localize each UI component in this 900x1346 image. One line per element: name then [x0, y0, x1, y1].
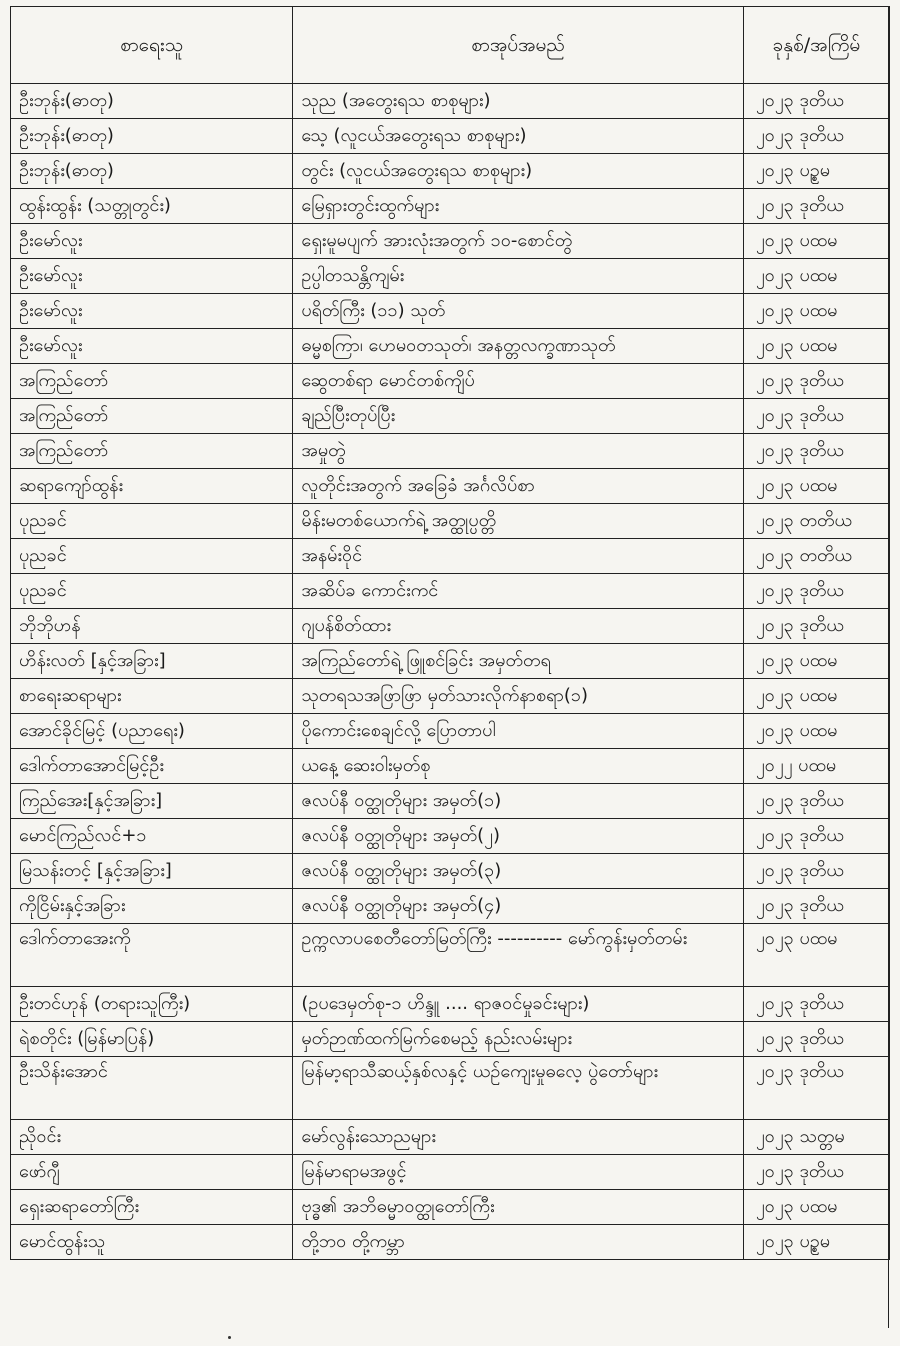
edition-cell: ၂၀၂၃ ပထမ: [743, 1190, 889, 1225]
edition-cell: ၂၀၂၃ ပထမ: [743, 679, 889, 714]
table-row: [11, 434, 890, 469]
title-cell: ဗုဒ္ဓ၏ အဘိဓမ္မာဝတ္ထုတော်ကြီး: [293, 1190, 744, 1225]
author-cell: ရဲစတိုင်း (မြန်မာပြန်): [11, 1022, 293, 1057]
author-cell: အကြည်တော်: [11, 434, 293, 469]
edition-cell: ၂၀၂၃ ပထမ: [743, 924, 889, 987]
edition-cell: ၂၀၂၃ ဒုတိယ: [743, 84, 889, 119]
author-cell: ဦးမော်လူး: [11, 259, 293, 294]
author-cell: ဦးဘုန်း(ဓာတု): [11, 84, 293, 119]
title-cell: ဆွေတစ်ရာ မောင်တစ်ကျိပ်: [293, 364, 744, 399]
title-cell: ဂျပန်စိတ်ထား: [293, 609, 744, 644]
edition-cell: ၂၀၂၃ ဒုတိယ: [743, 609, 889, 644]
table-row: [11, 224, 890, 259]
author-cell: ဦးမော်လူး: [11, 329, 293, 364]
author-cell: ကြည်အေး[နှင့်အခြား]: [11, 784, 293, 819]
title-cell: ယနေ့ ဆေးဝါးမှတ်စု: [293, 749, 744, 784]
edition-cell: ၂၀၂၃ ဒုတိယ: [743, 364, 889, 399]
table-row: [11, 924, 890, 987]
author-cell: ဦးဘုန်း(ဓာတု): [11, 119, 293, 154]
table-row: [11, 1225, 890, 1260]
edition-cell: ၂၀၂၃ ဒုတိယ: [743, 399, 889, 434]
author-cell: အကြည်တော်: [11, 399, 293, 434]
author-cell: ထွန်းထွန်း (သတ္တုတွင်း): [11, 189, 293, 224]
book-list-table: [10, 6, 890, 1260]
title-cell: မှတ်ဉာဏ်ထက်မြက်စေမည့် နည်းလမ်းများ: [293, 1022, 744, 1057]
title-cell: (ဥပဒေမှတ်စု-၁ ဟိန္ဒူ .... ရာဇဝင်မှုခင်းများ): [293, 987, 744, 1022]
author-cell: ညိုဝင်း: [11, 1120, 293, 1155]
author-cell: ရှေးဆရာတော်ကြီး: [11, 1190, 293, 1225]
author-cell: ဦးတင်ဟုန် (တရားသူကြီး): [11, 987, 293, 1022]
table-row: [11, 469, 890, 504]
title-cell: တို့ဘဝ တို့ကမ္ဘာ: [293, 1225, 744, 1260]
edition-cell: ၂၀၂၃ တတိယ: [743, 504, 889, 539]
table-row: [11, 119, 890, 154]
title-cell: လူတိုင်းအတွက် အခြေခံ အင်္ဂလိပ်စာ: [293, 469, 744, 504]
table-row: [11, 259, 890, 294]
author-cell: ဒေါက်တာအေးကို: [11, 924, 293, 987]
title-cell: ဇလပ်နီ ဝတ္ထုတိုများ အမှတ်(၃): [293, 854, 744, 889]
table-row: [11, 574, 890, 609]
header-title: စာအုပ်အမည်: [293, 7, 744, 84]
edition-cell: ၂၀၂၃ ဒုတိယ: [743, 189, 889, 224]
edition-cell: ၂၀၂၃ ဒုတိယ: [743, 854, 889, 889]
table-row: [11, 819, 890, 854]
title-cell: အနမ်းဝိုင်: [293, 539, 744, 574]
title-cell: မြေရှားတွင်းထွက်များ: [293, 189, 744, 224]
title-cell: မော်လွန်းသောညများ: [293, 1120, 744, 1155]
table-row: [11, 84, 890, 119]
edition-cell: ၂၀၂၂ ပထမ: [743, 749, 889, 784]
title-cell: သုတရသအဖြာဖြာ မှတ်သားလိုက်နာစရာ(၁): [293, 679, 744, 714]
table-row: [11, 154, 890, 189]
table-row: [11, 504, 890, 539]
table-row: [11, 609, 890, 644]
table-row: [11, 784, 890, 819]
header-author: စာရေးသူ: [11, 7, 293, 84]
title-cell: မြန်မာ့ရာသီဆယ့်နှစ်လနှင့် ယဉ်ကျေးမှုဓလေ့ ပွဲတော်များ: [293, 1057, 744, 1120]
table-row: [11, 987, 890, 1022]
author-cell: ဦးမော်လူး: [11, 294, 293, 329]
author-cell: ဖော်ဂျီ: [11, 1155, 293, 1190]
title-cell: ပရိတ်ကြီး (၁၁) သုတ်: [293, 294, 744, 329]
header-edition: ခုနှစ်/အကြိမ်: [743, 7, 889, 84]
title-cell: ဇလပ်နီ ဝတ္ထုတိုများ အမှတ်(၂): [293, 819, 744, 854]
author-cell: ဟိန်းလတ် [နှင့်အခြား]: [11, 644, 293, 679]
edition-cell: ၂၀၂၃ သတ္တမ: [743, 1120, 889, 1155]
book-list-sheet: [10, 6, 888, 1260]
edition-cell: ၂၀၂၃ ပထမ: [743, 224, 889, 259]
edition-cell: ၂၀၂၃ ဒုတိယ: [743, 1155, 889, 1190]
author-cell: ဦးမော်လူး: [11, 224, 293, 259]
title-cell: ဇလပ်နီ ဝတ္ထုတိုများ အမှတ်(၁): [293, 784, 744, 819]
table-row: [11, 854, 890, 889]
title-cell: ဥက္ကလာပစေတီတော်မြတ်ကြီး ---------- မော်ကွန်းမှတ်တမ်း: [293, 924, 744, 987]
title-cell: အကြည်တော်ရဲ့ ဖြူစင်ခြင်း အမှတ်တရ: [293, 644, 744, 679]
header-row: [11, 7, 890, 84]
author-cell: ပုညခင်: [11, 574, 293, 609]
table-row: [11, 399, 890, 434]
edition-cell: ၂၀၂၃ ဒုတိယ: [743, 434, 889, 469]
edition-cell: ၂၀၂၃ ဒုတိယ: [743, 574, 889, 609]
edition-cell: ၂၀၂၃ ဒုတိယ: [743, 784, 889, 819]
table-row: [11, 364, 890, 399]
author-cell: ကိုငြိမ်းနှင့်အခြား: [11, 889, 293, 924]
author-cell: အကြည်တော်: [11, 364, 293, 399]
author-cell: ဘိုဘိုဟန်: [11, 609, 293, 644]
edition-cell: ၂၀၂၃ ပထမ: [743, 469, 889, 504]
title-cell: မိန်းမတစ်ယောက်ရဲ့ အတ္ထုပ္ပတ္တိ: [293, 504, 744, 539]
author-cell: ဒေါက်တာအောင်မြင့်ဦး: [11, 749, 293, 784]
edition-cell: ၂၀၂၃ ဒုတိယ: [743, 119, 889, 154]
edition-cell: ၂၀၂၃ ပထမ: [743, 714, 889, 749]
author-cell: မောင်ကြည်လင်+၁: [11, 819, 293, 854]
title-cell: သုည (အတွေးရသ စာစုများ): [293, 84, 744, 119]
title-cell: ရှေးမူမပျက် အားလုံးအတွက် ၁၀-စောင်တွဲ: [293, 224, 744, 259]
table-row: [11, 679, 890, 714]
right-margin-column: [888, 6, 900, 1328]
edition-cell: ၂၀၂၃ ပဥ္စမ: [743, 154, 889, 189]
title-cell: မြန်မာရာမအဖွင့်: [293, 1155, 744, 1190]
author-cell: ပုညခင်: [11, 504, 293, 539]
edition-cell: ၂၀၂၃ ဒုတိယ: [743, 1022, 889, 1057]
table-row: [11, 1155, 890, 1190]
author-cell: မြသန်းတင့် [နှင့်အခြား]: [11, 854, 293, 889]
table-row: [11, 539, 890, 574]
author-cell: ပုညခင်: [11, 539, 293, 574]
table-row: [11, 329, 890, 364]
edition-cell: ၂၀၂၃ ပဥ္စမ: [743, 1225, 889, 1260]
title-cell: တွင်း (လူငယ်အတွေးရသ စာစုများ): [293, 154, 744, 189]
edition-cell: ၂၀၂၃ ဒုတိယ: [743, 889, 889, 924]
table-row: [11, 749, 890, 784]
title-cell: ဓမ္မစကြာ၊ ဟေမဝတသုတ်၊ အနတ္တလက္ခဏာသုတ်: [293, 329, 744, 364]
table-row: [11, 889, 890, 924]
table-row: [11, 1190, 890, 1225]
table-row: [11, 1022, 890, 1057]
edition-cell: ၂၀၂၃ ပထမ: [743, 644, 889, 679]
title-cell: ချည်ပြီးတုပ်ပြီး: [293, 399, 744, 434]
edition-cell: ၂၀၂၃ တတိယ: [743, 539, 889, 574]
edition-cell: ၂၀၂၃ ဒုတိယ: [743, 819, 889, 854]
author-cell: စာရေးဆရာများ: [11, 679, 293, 714]
author-cell: ဦးသိန်းအောင်: [11, 1057, 293, 1120]
table-row: [11, 294, 890, 329]
title-cell: သေ့ (လူငယ်အတွေးရသ စာစုများ): [293, 119, 744, 154]
author-cell: မောင်ထွန်းသူ: [11, 1225, 293, 1260]
title-cell: ဇလပ်နီ ဝတ္ထုတိုများ အမှတ်(၄): [293, 889, 744, 924]
table-row: [11, 644, 890, 679]
edition-cell: ၂၀၂၃ ပထမ: [743, 294, 889, 329]
title-cell: အမှုတွဲ: [293, 434, 744, 469]
author-cell: အောင်ခိုင်မြင့် (ပညာရေး): [11, 714, 293, 749]
title-cell: အဆိပ်ခ ကောင်းကင်: [293, 574, 744, 609]
table-row: [11, 1057, 890, 1120]
title-cell: ပိုကောင်းစေချင်လို့ ပြောတာပါ: [293, 714, 744, 749]
table-row: [11, 714, 890, 749]
edition-cell: ၂၀၂၃ ဒုတိယ: [743, 987, 889, 1022]
edition-cell: ၂၀၂၃ ပထမ: [743, 259, 889, 294]
author-cell: ဦးဘုန်း(ဓာတု): [11, 154, 293, 189]
scan-speck: [228, 1336, 231, 1339]
table-row: [11, 189, 890, 224]
edition-cell: ၂၀၂၃ ပထမ: [743, 329, 889, 364]
table-row: [11, 1120, 890, 1155]
author-cell: ဆရာကျော်ထွန်း: [11, 469, 293, 504]
title-cell: ဥပ္ပါတသန္တိကျမ်း: [293, 259, 744, 294]
edition-cell: ၂၀၂၃ ဒုတိယ: [743, 1057, 889, 1120]
